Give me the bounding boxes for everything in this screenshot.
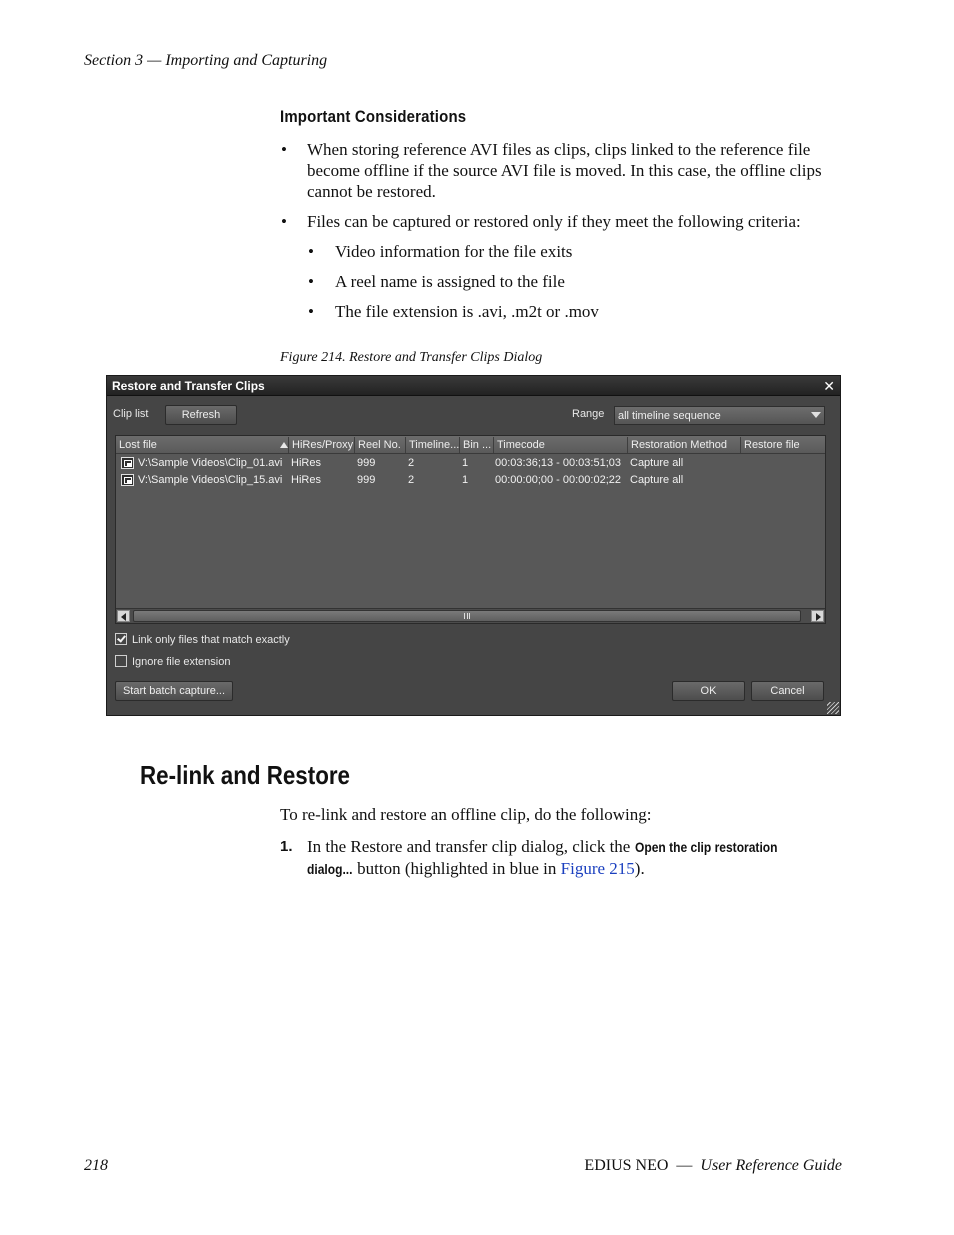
running-header: Section 3 — Importing and Capturing (84, 52, 328, 69)
step-post-text: ). (634, 859, 645, 878)
scroll-right-icon[interactable] (811, 610, 824, 622)
cell-timecode: 00:03:36;13 - 00:03:51;03 (495, 457, 621, 469)
clip-grid (115, 435, 826, 624)
match-exactly-label: Link only files that match exactly (132, 634, 290, 646)
cell-timeline: 2 (408, 474, 415, 486)
ignore-extension-checkbox[interactable] (115, 655, 127, 667)
dialog-title: Restore and Transfer Clips (112, 378, 265, 393)
offline-clip-icon (121, 474, 134, 486)
restore-transfer-dialog (106, 375, 841, 716)
ui-label-open-restoration: Open the clip restoration (634, 839, 778, 855)
range-value: all timeline sequence (618, 409, 721, 422)
ignore-extension-label: Ignore file extension (132, 656, 231, 668)
resize-grip-icon[interactable] (827, 702, 839, 714)
relink-steps (280, 836, 840, 880)
column-hires-proxy[interactable]: HiRes/Proxy (292, 439, 353, 451)
cell-method: Capture all (630, 474, 684, 486)
step-text (280, 836, 840, 880)
column-reel-no[interactable]: Reel No. (358, 439, 401, 451)
start-batch-capture-button[interactable]: Start batch capture... (115, 681, 233, 701)
column-timeline[interactable]: Timeline... (409, 439, 459, 451)
sort-ascending-icon (280, 442, 288, 448)
sub-bullet-item: • Video information for the file exits (307, 241, 850, 262)
bullet-item (280, 211, 850, 322)
cell-reel: 999 (357, 457, 376, 469)
cell-lost-file: V:\Sample Videos\Clip_01.avi (138, 457, 283, 469)
guide-title: User Reference Guide (700, 1157, 842, 1174)
column-restore-file[interactable]: Restore file (744, 439, 800, 451)
criteria-list (307, 241, 850, 322)
considerations-heading: Important Considerations (280, 107, 467, 126)
cell-hires: HiRes (291, 457, 321, 469)
column-bin[interactable]: Bin ... (463, 439, 492, 451)
range-label: Range (572, 408, 605, 420)
close-icon[interactable]: ✕ (823, 377, 835, 394)
cell-reel: 999 (357, 474, 376, 486)
column-restoration-method[interactable]: Restoration Method (631, 439, 727, 451)
refresh-button[interactable]: Refresh (165, 405, 237, 425)
figure-caption: Figure 214. Restore and Transfer Clips Dialog (280, 350, 543, 365)
table-row[interactable] (116, 455, 825, 472)
column-lost-file[interactable]: Lost file (119, 439, 157, 451)
bullet-item: • When storing reference AVI files as clips, clips linked to the reference file become offline if the source AVI file is moved. In this case, the offline clips cannot be restored. (280, 139, 850, 202)
figure-215-link[interactable]: Figure 215 (560, 859, 635, 878)
clip-list-label: Clip list (113, 408, 149, 420)
ok-button[interactable]: OK (672, 681, 745, 701)
offline-clip-icon (121, 457, 134, 469)
product-name: EDIUS NEO (584, 1157, 669, 1174)
sub-bullet-item: • A reel name is assigned to the file (307, 271, 850, 292)
column-timecode[interactable]: Timecode (497, 439, 545, 451)
page-number: 218 (84, 1157, 108, 1174)
chevron-down-icon (811, 412, 821, 418)
cell-timecode: 00:00:00;00 - 00:00:02;22 (495, 474, 621, 486)
cell-method: Capture all (630, 457, 684, 469)
relink-heading: Re-link and Restore (140, 760, 350, 790)
cell-bin: 1 (462, 474, 469, 486)
scroll-left-icon[interactable] (117, 610, 130, 622)
footer-dash: — (676, 1157, 693, 1174)
cancel-button[interactable]: Cancel (751, 681, 824, 701)
cell-timeline: 2 (408, 457, 415, 469)
bullet-text: Files can be captured or restored only if they meet the following criteria: (307, 212, 801, 231)
step-mid-text: button (highlighted in blue in (352, 859, 561, 878)
sub-bullet-item: • The file extension is .avi, .m2t or .mov (307, 301, 850, 322)
step-pre-text: In the Restore and transfer clip dialog, click the (307, 837, 635, 856)
step-number: 1. (280, 838, 293, 855)
horizontal-scrollbar[interactable] (116, 608, 825, 623)
grip-icon (464, 613, 470, 619)
running-footer (584, 1157, 842, 1175)
range-select[interactable] (614, 406, 825, 425)
scroll-thumb[interactable] (133, 610, 801, 622)
dialog-titlebar (107, 376, 840, 396)
match-exactly-checkbox[interactable] (115, 633, 127, 645)
considerations-list (280, 139, 850, 331)
cell-lost-file: V:\Sample Videos\Clip_15.avi (138, 474, 283, 486)
table-row[interactable] (116, 472, 825, 489)
checkmark-icon (117, 633, 126, 642)
cell-hires: HiRes (291, 474, 321, 486)
relink-intro: To re-link and restore an offline clip, do the following: (280, 805, 652, 824)
cell-bin: 1 (462, 457, 469, 469)
ui-label-dialog: dialog... (307, 861, 353, 877)
grid-header (116, 436, 825, 454)
